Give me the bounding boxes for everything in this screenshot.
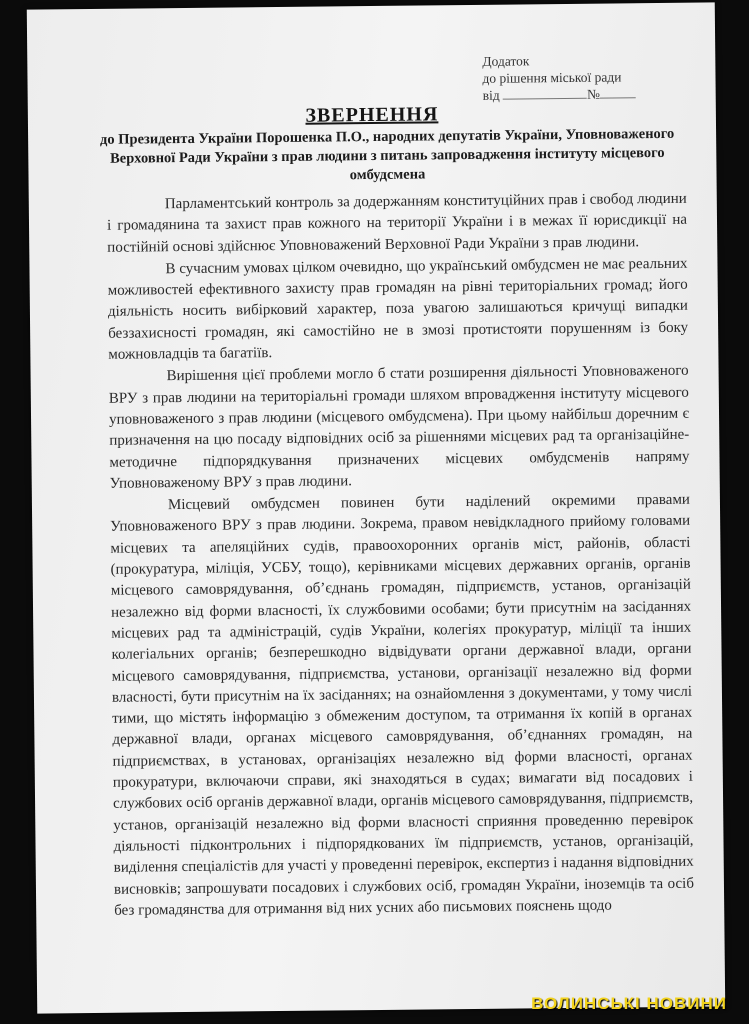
paragraph-1: Парламентський контроль за додержанням конституційних прав і свобод людини і громадянина та захист прав кожного на території України і в межах її юрисдикції на постійній основі здійснює Уповноважений Верховної Ради України з прав людини. [106,190,688,256]
document-subtitle: до Президента України Порошенка П.О., народних депутатів України, Уповноваженого Верховної Ради України з прав людини з питань запровадження інституту місцевого омбудсмена [99,125,675,184]
number-blank-line [600,86,636,98]
appendix-number-sign: № [586,86,601,102]
document-body [107,189,695,922]
document-page [27,2,725,1013]
paragraph-2: В сучасним умовах цілком очевидно, що український омбудсмен не має реальних можливостей ефективного захисту прав громадян на рівні територіальних громад; його діяльність носить вибірковий характер, поза увагою залишаються кричущі випадки беззахисності громадян, які самостійно не в змозі протистояти порушенням із боку можновладців та багатіїв. [107,255,689,363]
document-title: ЗВЕРНЕННЯ [305,103,439,127]
appendix-date-prefix: від [482,87,500,103]
watermark-logo: ВОЛИНСЬКІ НОВИНИ [531,994,727,1013]
appendix-line-2: до рішення міської ради [482,69,622,86]
appendix-note [482,51,636,104]
paragraph-3: Вирішення цієї проблеми могло б стати розширення діяльності Уповноваженого ВРУ з прав людини на територіальні громади шляхом впровадження інституту місцевого уповноваженого з прав людини (місцевого омбудсмена). При цьому найбільш доречним є призначення на цю посаду відповідних осіб за рішеннями місцевих рад та організаційне-методичне підпорядкування призначених місцевих омбудсменів напряму Уповноваженому ВРУ з прав людини. [108,363,690,492]
appendix-line-1: Додаток [482,53,530,69]
date-blank-line [503,87,587,100]
paragraph-4: Місцевий омбудсмен повинен бути наділений окремими правами Уповноваженого ВРУ з прав людини. Зокрема, правом невідкладного прийому головами місцевих та апеляційних судів, правоохоронних органів міст, районів, області (прокуратура, міліція, УСБУ, тощо), керівниками місцевих державних органів, органів місцевого самоврядування, об’єднань громадян, підприємств, установ, організацій незалежно від форми власності, їх службовими особами; бути присутнім на засіданнях місцевих рад та адміністрацій, судів України, колегіях прокуратур, міліції та інших колегіальних органів; безперешкодно відвідувати органи державної влади, органи місцевого самоврядування, підприємства, установи, організації незалежно від форми власності, бути присутнім на їх засіданнях; на ознайомлення з документами, у тому числі тими, що містять інформацію з обмеженим доступом, та отримання їх копій в органах державної влади, органах місцевого самоврядування, об’єднаннях громадян, на підприємствах, в установах, організаціях незалежно від форми власності, органах прокуратури, включаючи справи, які знаходяться в судах; вимагати від посадових і службових осіб органів державної влади, органів місцевого самоврядування, підприємств, установ, організацій незалежно від форми власності сприяння проведенню перевірок діяльності підконтрольних і підпорядкованих їм підприємств, установ, організацій, виділення спеціалістів для участі у проведенні перевірок, експертиз і надання відповідних висновків; запрошувати посадових і службових осіб, громадян України, іноземців та осіб без громадянства для отримання від них усних або письмових пояснень щодо [110,491,695,919]
